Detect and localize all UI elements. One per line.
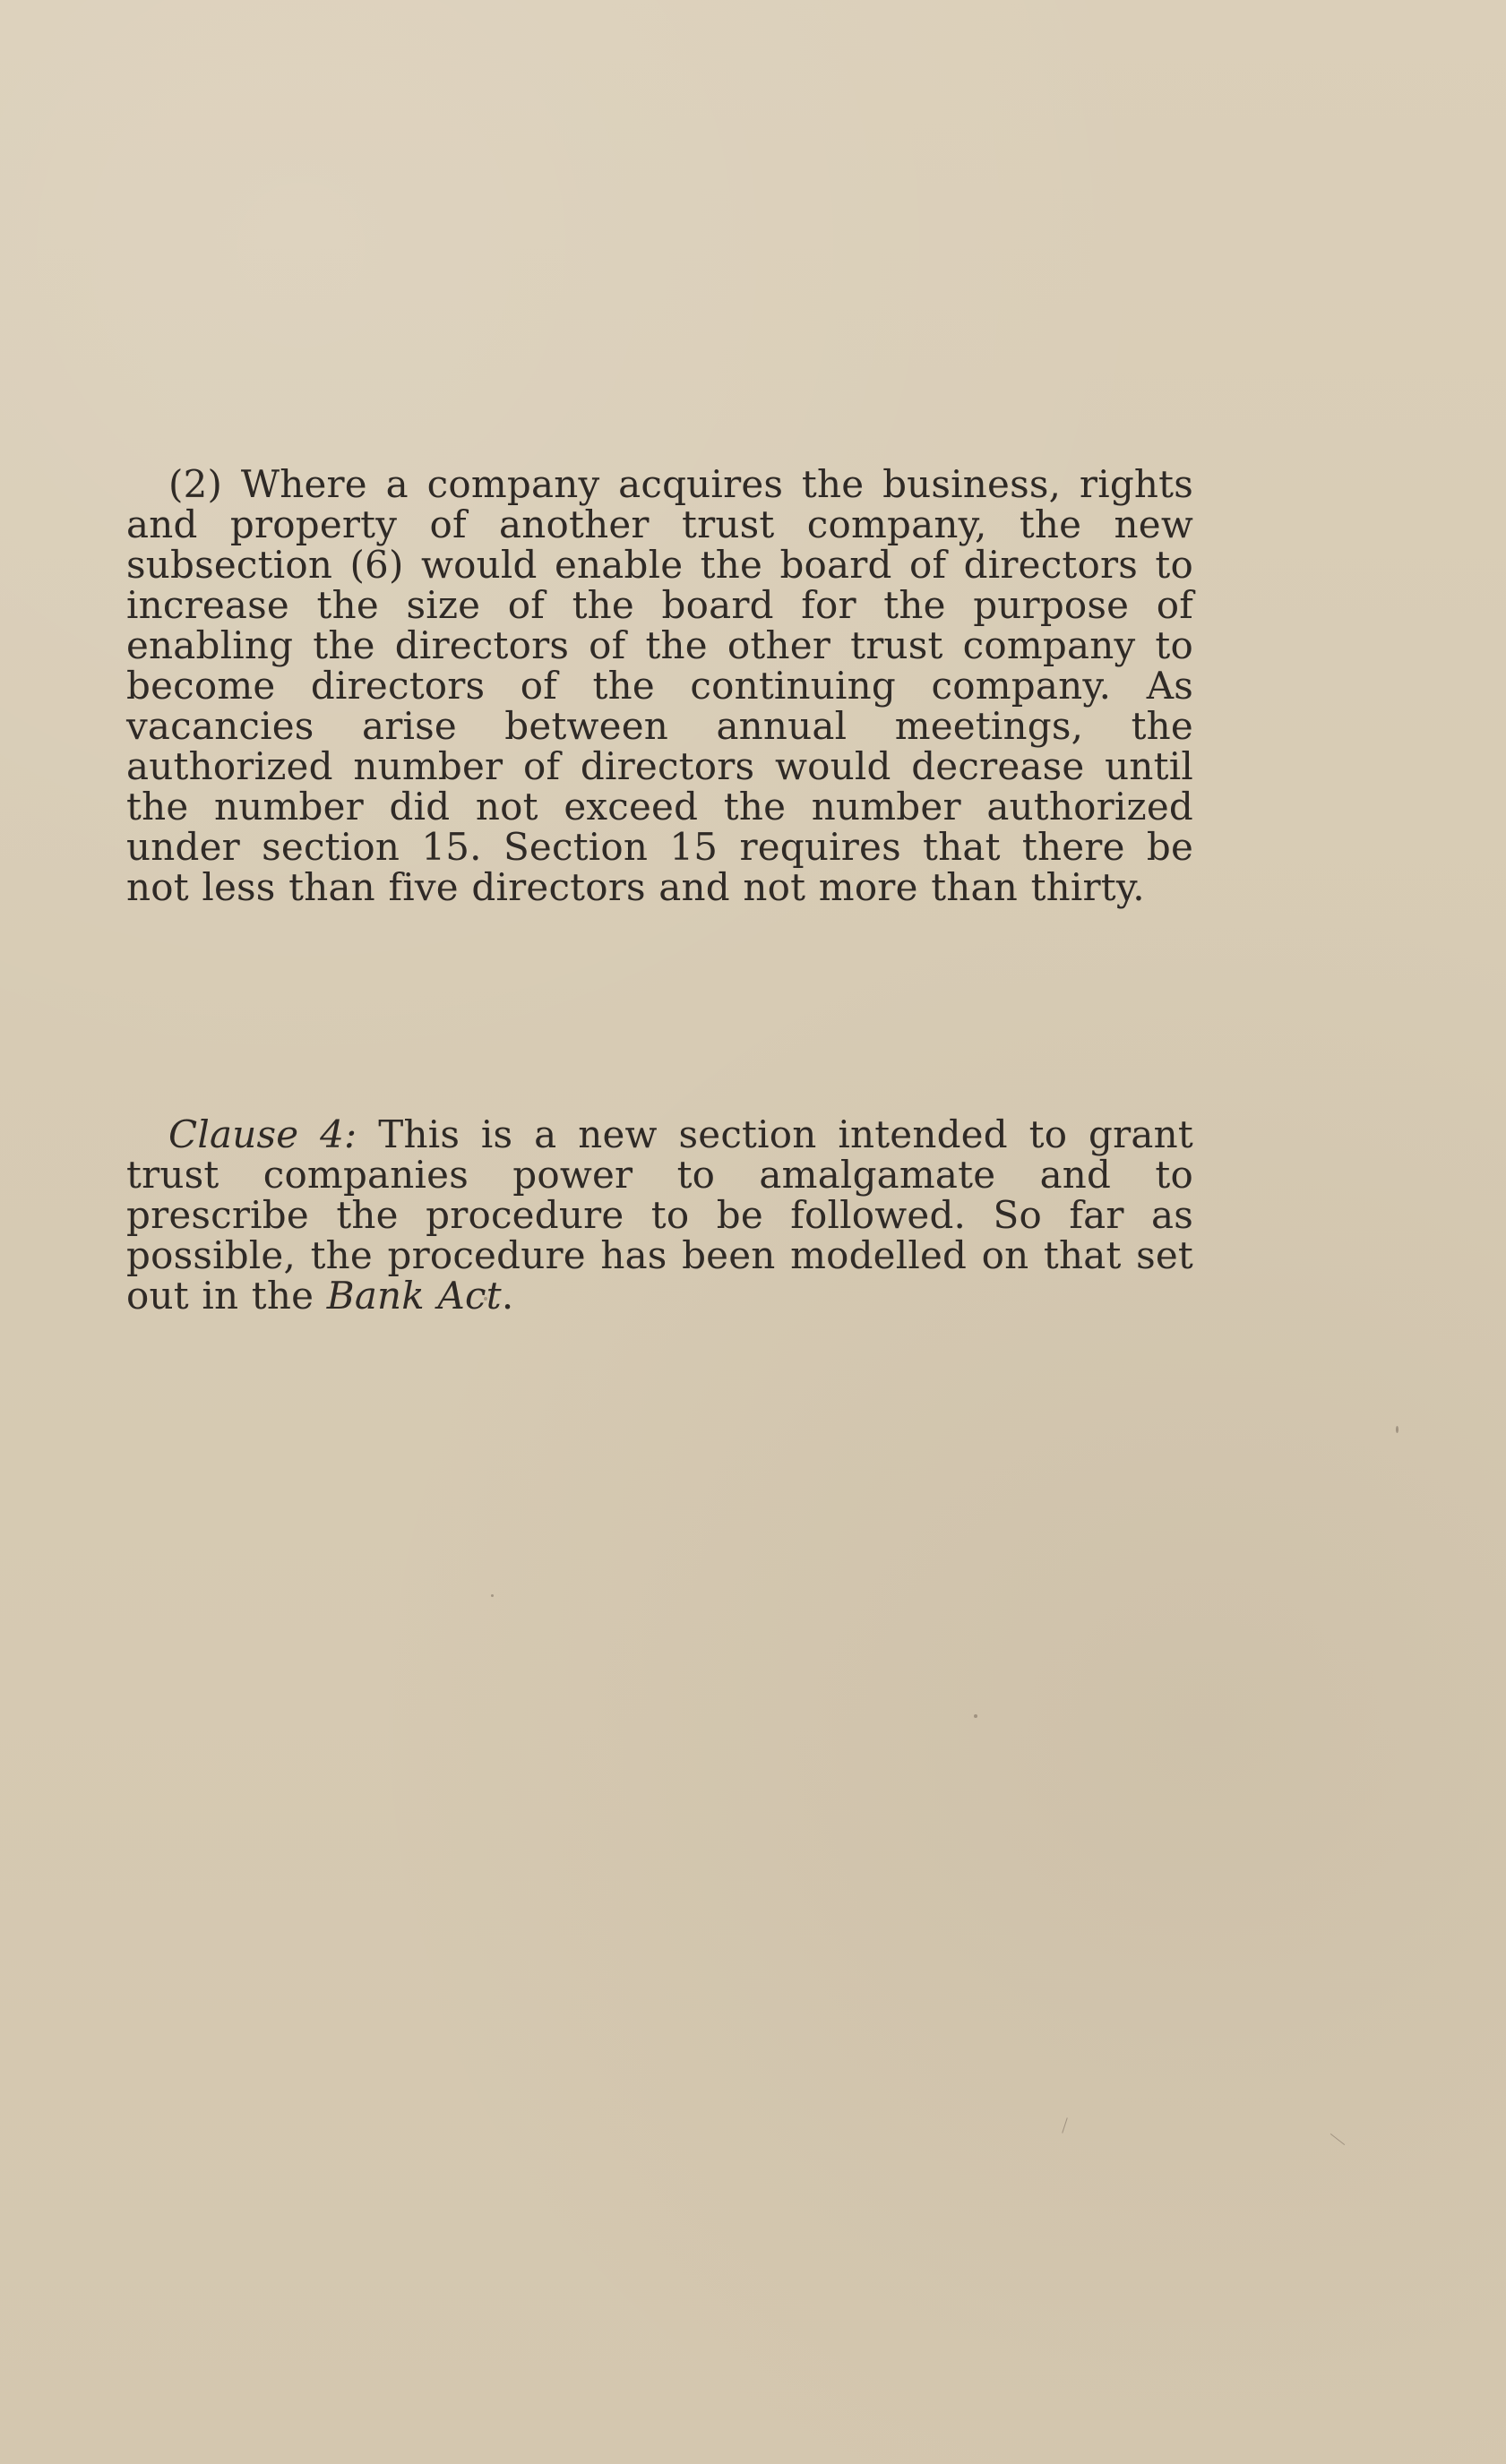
paper-speck bbox=[491, 1594, 494, 1597]
paragraph-1-text: (2) Where a company acquires the business, rights and property of another trust company, the new subsection (6) would enable the board of directors to increase the size of the board for the purpose of enabling the directors of the other trust company to become directors of the continuing company. As vacancies arise between annual meetings, the authorized number of directors would decrease until the number did not exceed the number authorized under section 15. Section 15 requires that there be not less than five directors and not more than thirty. bbox=[126, 462, 1193, 909]
bank-act-reference: Bank Act bbox=[326, 1274, 502, 1318]
paper-speck bbox=[1062, 2117, 1068, 2133]
paper-speck bbox=[1396, 1426, 1398, 1433]
paragraph-2-ending: . bbox=[501, 1274, 514, 1318]
paragraph-2-text: This is a new section intended to grant trust companies power to amalgamate and to prescribe the procedure to be followed. So far as possible, the procedure has been modelled on that set out in the bbox=[126, 1112, 1193, 1318]
paper-speck bbox=[484, 1297, 487, 1301]
paper-speck bbox=[974, 1714, 977, 1718]
clause-label: Clause 4: bbox=[168, 1112, 357, 1156]
note-paragraph-clause-4 bbox=[126, 1114, 1193, 1316]
note-paragraph-subsection-2 bbox=[126, 464, 1193, 907]
paper-speck bbox=[1330, 2133, 1345, 2145]
